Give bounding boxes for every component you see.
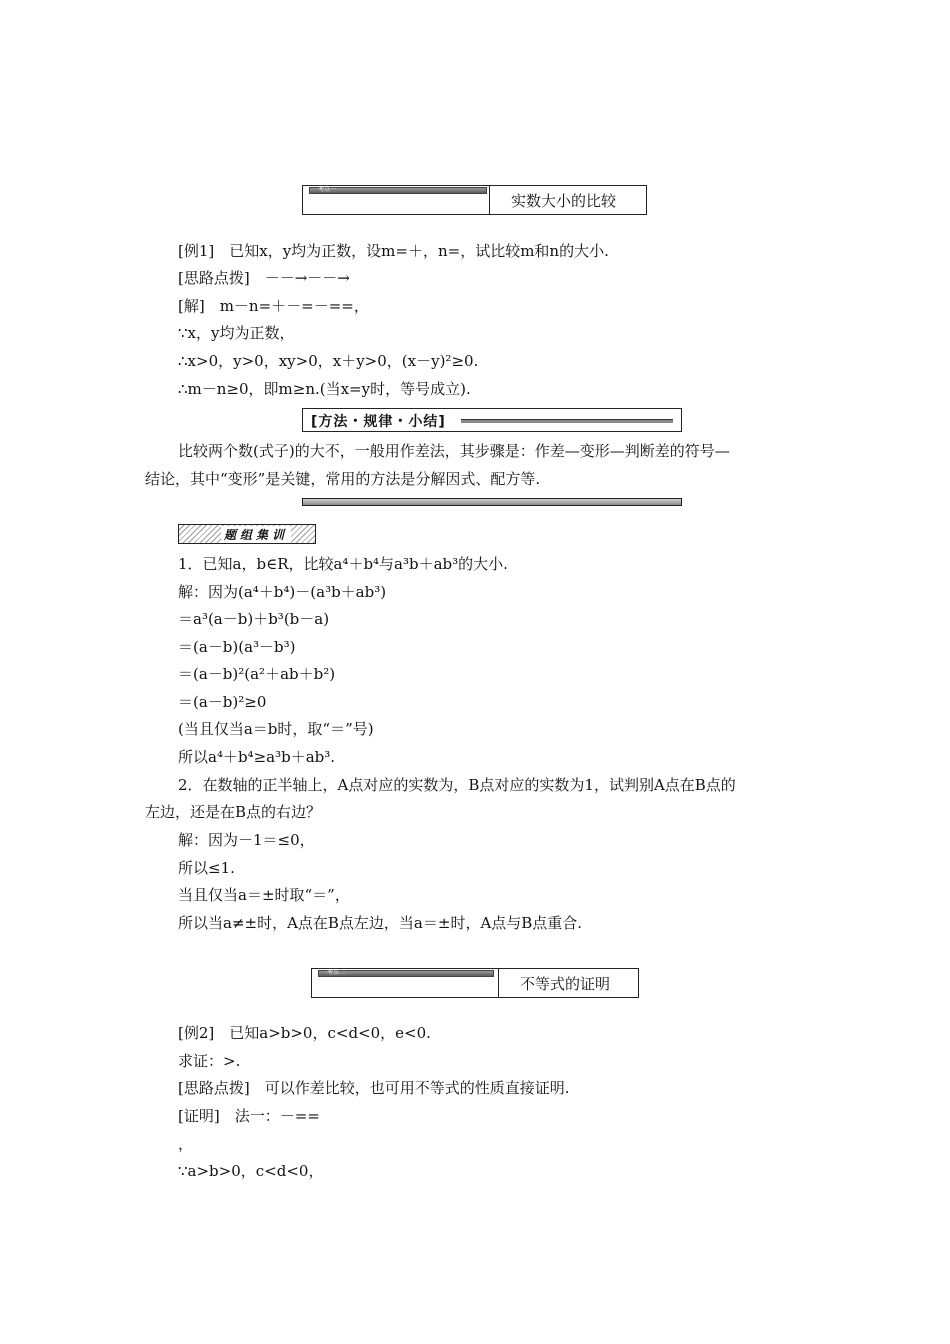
example1-solution-1: [解] m－n=＋－=－==， <box>178 297 369 315</box>
practice-header <box>178 524 316 544</box>
badge-strip-2 <box>318 970 494 977</box>
practice-header-label: 题组集训 <box>221 526 291 543</box>
practice-q2-step-1: 解：因为－1＝≤0， <box>178 831 315 849</box>
practice-q1-step-3: ＝(a－b)(a³－b³) <box>178 638 296 656</box>
example2-problem: [例2] 已知a>b>0，c<d<0，e<0. <box>178 1024 431 1042</box>
section-title-2: 不等式的证明 <box>520 975 611 993</box>
method-text-1: 比较两个数(式子)的大不，一般用作差法，其步骤是：作差—变形—判断差的符号— <box>178 442 730 460</box>
practice-q1-step-7: 所以a⁴＋b⁴≥a³b＋ab³. <box>178 748 336 766</box>
method-summary-bar <box>461 419 673 423</box>
section-title-1: 实数大小的比较 <box>511 192 617 210</box>
example1-problem: [例1] 已知x，y均为正数，设m=＋，n=，试比较m和n的大小. <box>178 242 609 260</box>
practice-q2-line-2: 左边，还是在B点的右边？ <box>145 803 322 821</box>
badge-strip-label-1: 考点一 <box>318 186 337 193</box>
practice-q1: 1．已知a，b∈R，比较a⁴＋b⁴与a³b＋ab³的大小. <box>178 555 508 573</box>
practice-q1-step-5: ＝(a－b)²≥0 <box>178 693 267 711</box>
example1-solution-2: ∵x，y均为正数， <box>178 324 295 342</box>
badge-divider-1 <box>489 186 490 214</box>
badge-strip-label-2: 考点二 <box>327 969 346 976</box>
section-badge-1 <box>302 185 647 215</box>
practice-q1-step-6: (当且仅当a＝b时，取“＝”号) <box>178 720 374 738</box>
practice-q2-step-3: 当且仅当a＝±时取“＝”， <box>178 886 350 904</box>
example2-prove: 求证：>. <box>178 1052 241 1070</box>
badge-divider-2 <box>498 969 499 997</box>
section-badge-2 <box>311 968 639 998</box>
example2-proof-3: ∵a>b>0，c<d<0， <box>178 1162 324 1180</box>
example2-hint: [思路点拨] 可以作差比较，也可用不等式的性质直接证明. <box>178 1079 570 1097</box>
method-summary-label: [方法・规律・小结] <box>311 414 446 430</box>
example2-proof-2: ， <box>178 1135 194 1153</box>
example1-solution-4: ∴m－n≥0，即m≥n.(当x=y时，等号成立). <box>178 380 471 398</box>
method-text-2: 结论，其中“变形”是关键，常用的方法是分解因式、配方等. <box>145 470 541 488</box>
practice-q1-step-2: ＝a³(a－b)＋b³(b－a) <box>178 610 330 628</box>
practice-q2-line-1: 2．在数轴的正半轴上，A点对应的实数为，B点对应的实数为1，试判别A点在B点的 <box>178 776 736 794</box>
practice-q2-step-4: 所以当a≠±时，A点在B点左边，当a＝±时，A点与B点重合. <box>178 914 583 932</box>
practice-q2-step-2: 所以≤1. <box>178 859 235 877</box>
example1-hint: [思路点拨] －－→－－→ <box>178 269 350 287</box>
example1-solution-3: ∴x>0，y>0，xy>0，x＋y>0，(x－y)²≥0. <box>178 352 479 370</box>
method-summary-end-bar <box>302 498 682 506</box>
practice-q1-step-1: 解：因为(a⁴＋b⁴)－(a³b＋ab³) <box>178 583 387 601</box>
practice-q1-step-4: ＝(a－b)²(a²＋ab＋b²) <box>178 665 336 683</box>
badge-strip-1 <box>309 187 487 194</box>
example2-proof-1: [证明] 法一：－== <box>178 1107 320 1125</box>
method-summary-header <box>302 408 682 432</box>
